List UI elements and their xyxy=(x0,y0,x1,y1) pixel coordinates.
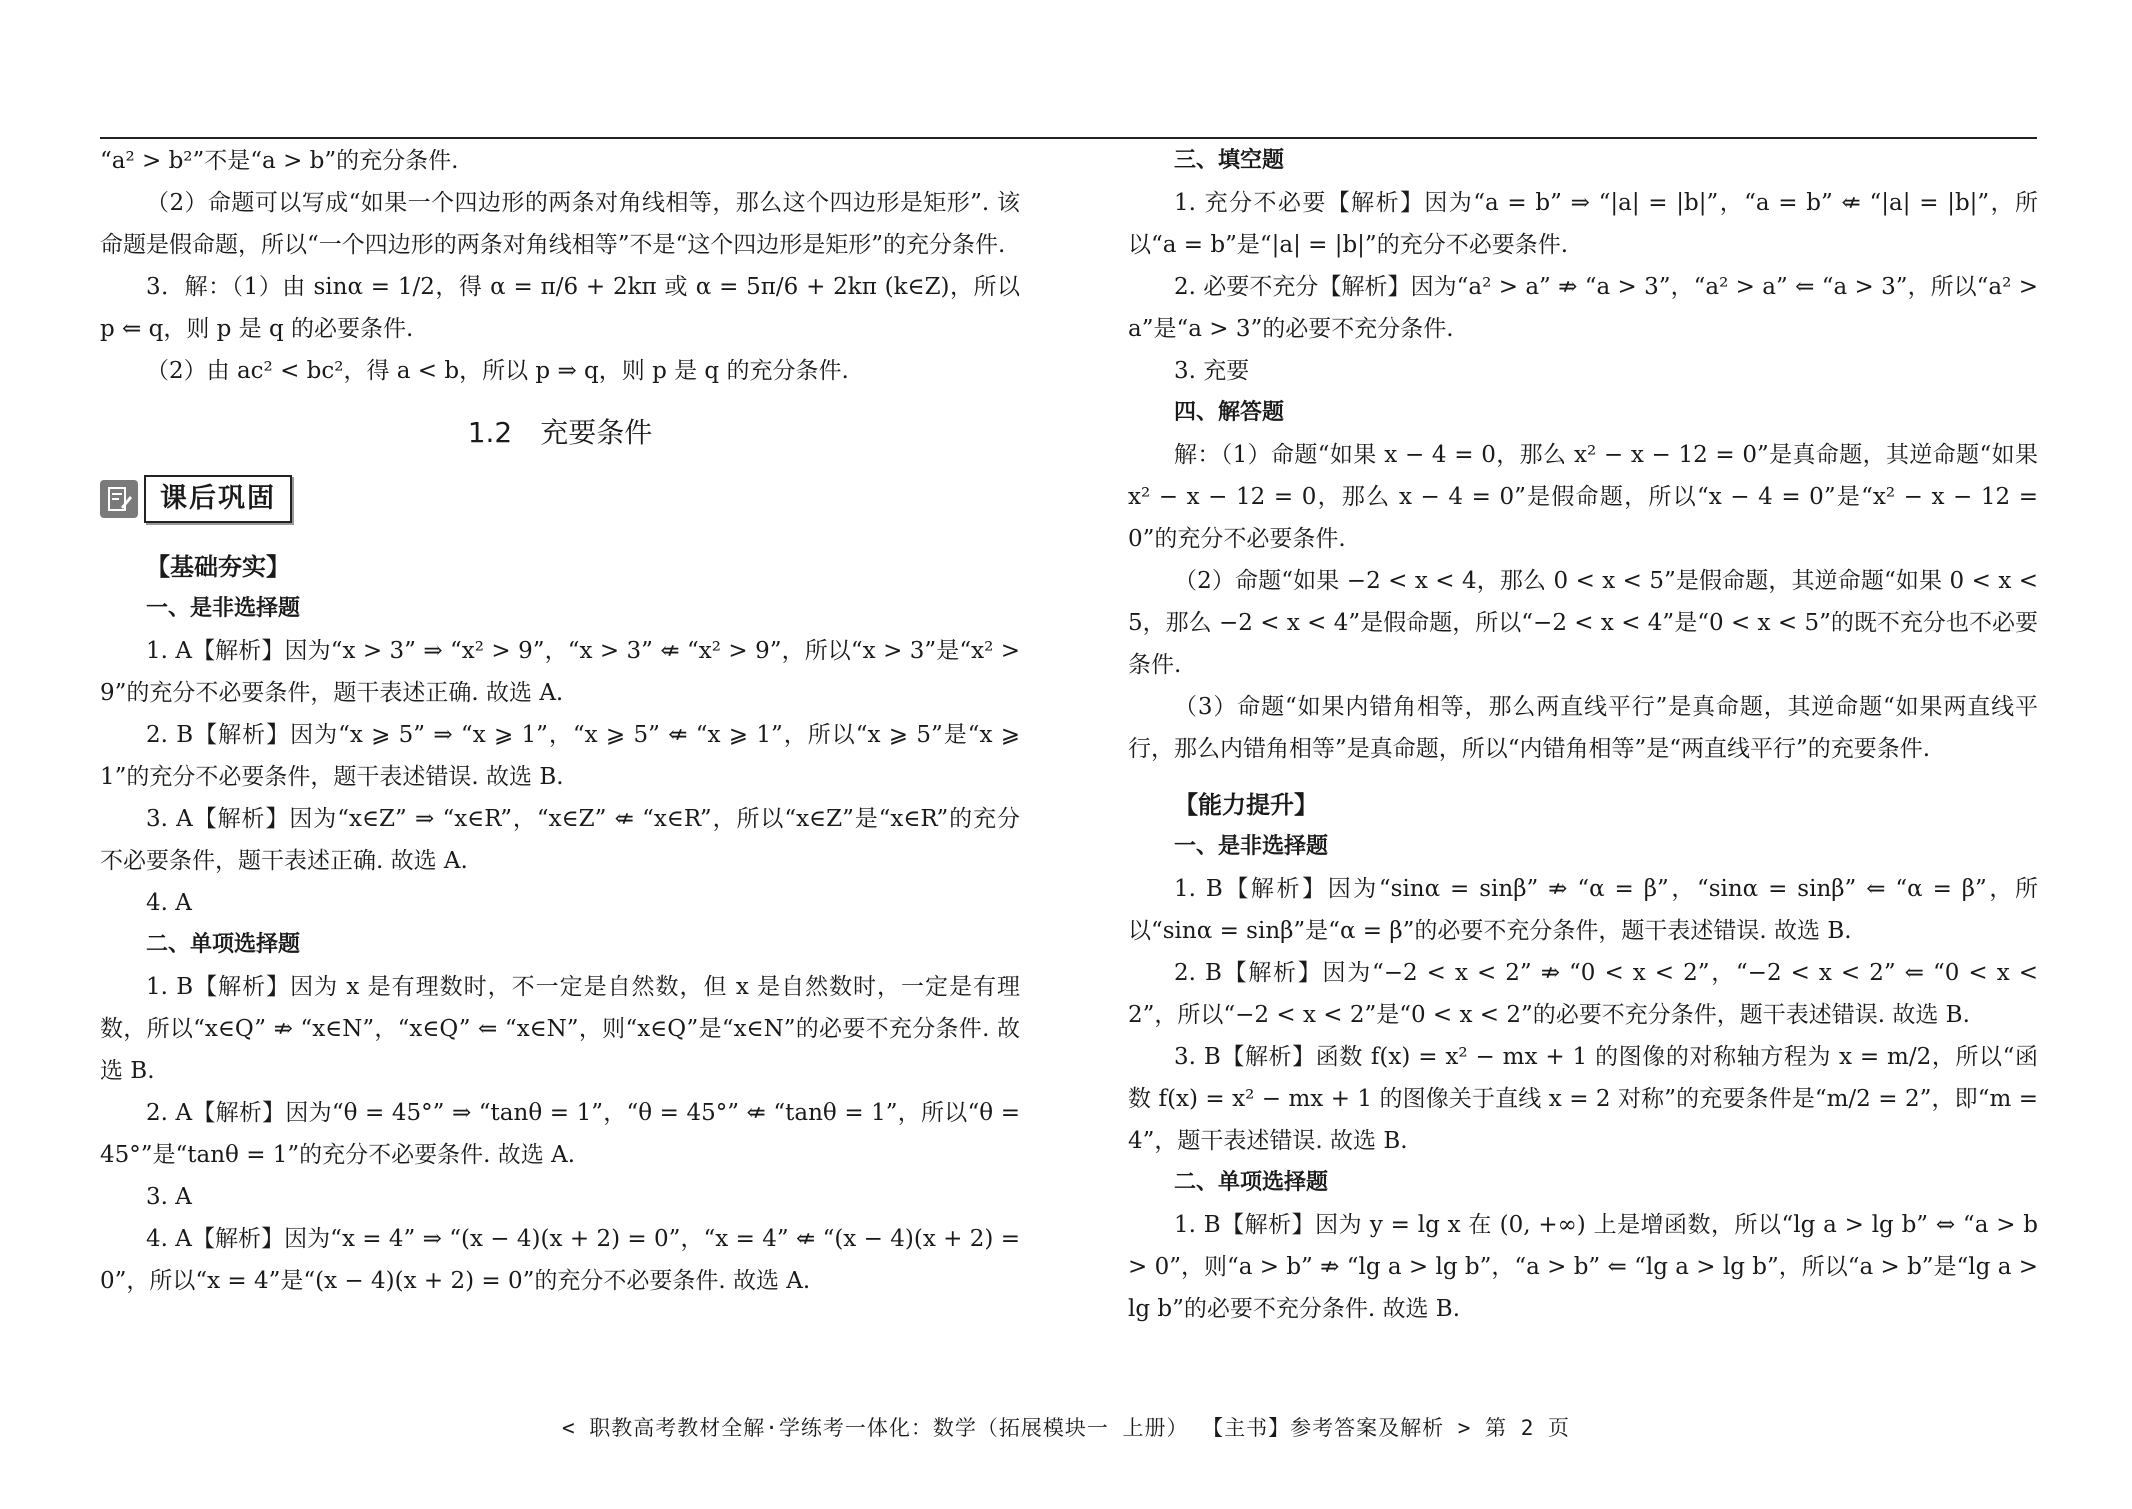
heading: 三、填空题 xyxy=(1174,148,1285,173)
list-item: 2. B【解析】因为“x ⩾ 5” ⇒ “x ⩾ 1”，“x ⩾ 5” ⇍ “x ⩾ 1”，所以“x ⩾ 5”是“x ⩾ 1”的充分不必要条件，题干表述错误. 故选 B. xyxy=(100,722,1020,790)
list-item: （3）命题“如果内错角相等，那么两直线平行”是真命题，其逆命题“如果两直线平行，那么内错角相等”是真命题，所以“内错角相等”是“两直线平行”的充要条件. xyxy=(1128,694,2038,762)
heading: 四、解答题 xyxy=(1174,400,1285,425)
list-item: 3. 充要 xyxy=(1174,358,1250,384)
list-item: 3. A【解析】因为“x∈Z” ⇒ “x∈R”，“x∈Z” ⇍ “x∈R”，所以“x∈Z”是“x∈R”的充分不必要条件，题干表述正确. 故选 A. xyxy=(100,806,1020,874)
heading: 二、单项选择题 xyxy=(146,932,301,957)
page-footer: < 职教高考教材全解·学练考一体化：数学（拓展模块一 上册） 【主书】参考答案及解析 > 第 2 页 xyxy=(561,1416,1571,1440)
list-item: 2. 必要不充分【解析】因为“a² > a” ⇏ “a > 3”，“a² > a” ⇐ “a > 3”，所以“a² > a”是“a > 3”的必要不充分条件. xyxy=(1128,274,2038,342)
banner-row xyxy=(100,472,1020,526)
left-column xyxy=(100,140,1020,1302)
paragraph: （2）由 ac² < bc²，得 a < b，所以 p ⇒ q，则 p 是 q 的充分条件. xyxy=(146,358,849,384)
heading: 一、是非选择题 xyxy=(146,596,301,621)
subheading: 【能力提升】 xyxy=(1174,791,1318,819)
list-item: 1. 充分不必要【解析】因为“a = b” ⇒ “|a| = |b|”，“a = b” ⇍ “|a| = |b|”，所以“a = b”是“|a| = |b|”的充分不必要条件. xyxy=(1128,190,2038,258)
section-title xyxy=(100,408,1020,458)
heading: 一、是非选择题 xyxy=(1174,834,1329,859)
paragraph: 3．解：（1）由 sinα = 1/2，得 α = π/6 + 2kπ 或 α = 5π/6 + 2kπ (k∈Z)，所以 p ⇐ q，则 p 是 q 的必要条件. xyxy=(100,274,1020,342)
paragraph: （2）命题可以写成“如果一个四边形的两条对角线相等，那么这个四边形是矩形”. 该命题是假命题，所以“一个四边形的两条对角线相等”不是“这个四边形是矩形”的充分条件. xyxy=(100,190,1020,258)
section-title-text: 充要条件 xyxy=(540,416,653,449)
list-item: 2. B【解析】因为“−2 < x < 2” ⇏ “0 < x < 2”，“−2 < x < 2” ⇐ “0 < x < 2”，所以“−2 < x < 2”是“0 < x < 2”的必要不充分条件，题干表述错误. 故选 B. xyxy=(1128,960,2038,1028)
list-item: 2. A【解析】因为“θ = 45°” ⇒ “tanθ = 1”，“θ = 45°” ⇍ “tanθ = 1”，所以“θ = 45°”是“tanθ = 1”的充分不必要条件. 故选 A. xyxy=(100,1100,1020,1168)
header-rule xyxy=(100,137,2037,139)
paragraph: “a² > b²”不是“a > b”的充分条件. xyxy=(100,148,459,174)
list-item: 4. A【解析】因为“x = 4” ⇒ “(x − 4)(x + 2) = 0”，“x = 4” ⇍ “(x − 4)(x + 2) = 0”，所以“x = 4”是“(x − 4)(x + 2) = 0”的充分不必要条件. 故选 A. xyxy=(100,1226,1020,1294)
list-item: 1. A【解析】因为“x > 3” ⇒ “x² > 9”，“x > 3” ⇍ “x² > 9”，所以“x > 3”是“x² > 9”的充分不必要条件，题干表述正确. 故选 A. xyxy=(100,638,1020,706)
list-item: 4. A xyxy=(146,890,192,916)
list-item: 1. B【解析】因为 x 是有理数时，不一定是自然数，但 x 是自然数时，一定是有理数，所以“x∈Q” ⇏ “x∈N”，“x∈Q” ⇐ “x∈N”，则“x∈Q”是“x∈N”的必要不充分条件. 故选 B. xyxy=(100,974,1021,1084)
banner-label: 课后巩固 xyxy=(144,475,292,523)
list-item: 1. B【解析】因为“sinα = sinβ” ⇏ “α = β”，“sinα = sinβ” ⇐ “α = β”，所以“sinα = sinβ”是“α = β”的必要不充分条件，题干表述错误. 故选 B. xyxy=(1128,876,2038,944)
notebook-pencil-icon xyxy=(100,480,138,518)
list-item: 3. A xyxy=(146,1184,192,1210)
section-number: 1.2 xyxy=(467,416,513,449)
list-item: 解：（1）命题“如果 x − 4 = 0，那么 x² − x − 12 = 0”是真命题，其逆命题“如果 x² − x − 12 = 0，那么 x − 4 = 0”是假命题，所以“x − 4 = 0”是“x² − x − 12 = 0”的充分不必要条件. xyxy=(1128,442,2038,552)
heading: 二、单项选择题 xyxy=(1174,1170,1329,1195)
list-item: （2）命题“如果 −2 < x < 4，那么 0 < x < 5”是假命题，其逆命题“如果 0 < x < 5，那么 −2 < x < 4”是假命题，所以“−2 < x < 4”是“0 < x < 5”的既不充分也不必要条件. xyxy=(1128,568,2038,678)
list-item: 1. B【解析】因为 y = lg x 在 (0, +∞) 上是增函数，所以“lg a > lg b” ⇔ “a > b > 0”，则“a > b” ⇏ “lg a > lg b”，“a > b” ⇐ “lg a > lg b”，所以“a > b”是“lg a > lg b”的必要不充分条件. 故选 B. xyxy=(1128,1212,2038,1322)
right-column xyxy=(1128,140,2038,1330)
subheading: 【基础夯实】 xyxy=(146,553,290,581)
list-item: 3. B【解析】函数 f(x) = x² − mx + 1 的图像的对称轴方程为 x = m/2，所以“函数 f(x) = x² − mx + 1 的图像关于直线 x = 2 对称”的充要条件是“m/2 = 2”，即“m = 4”，题干表述错误. 故选 B. xyxy=(1128,1044,2038,1154)
